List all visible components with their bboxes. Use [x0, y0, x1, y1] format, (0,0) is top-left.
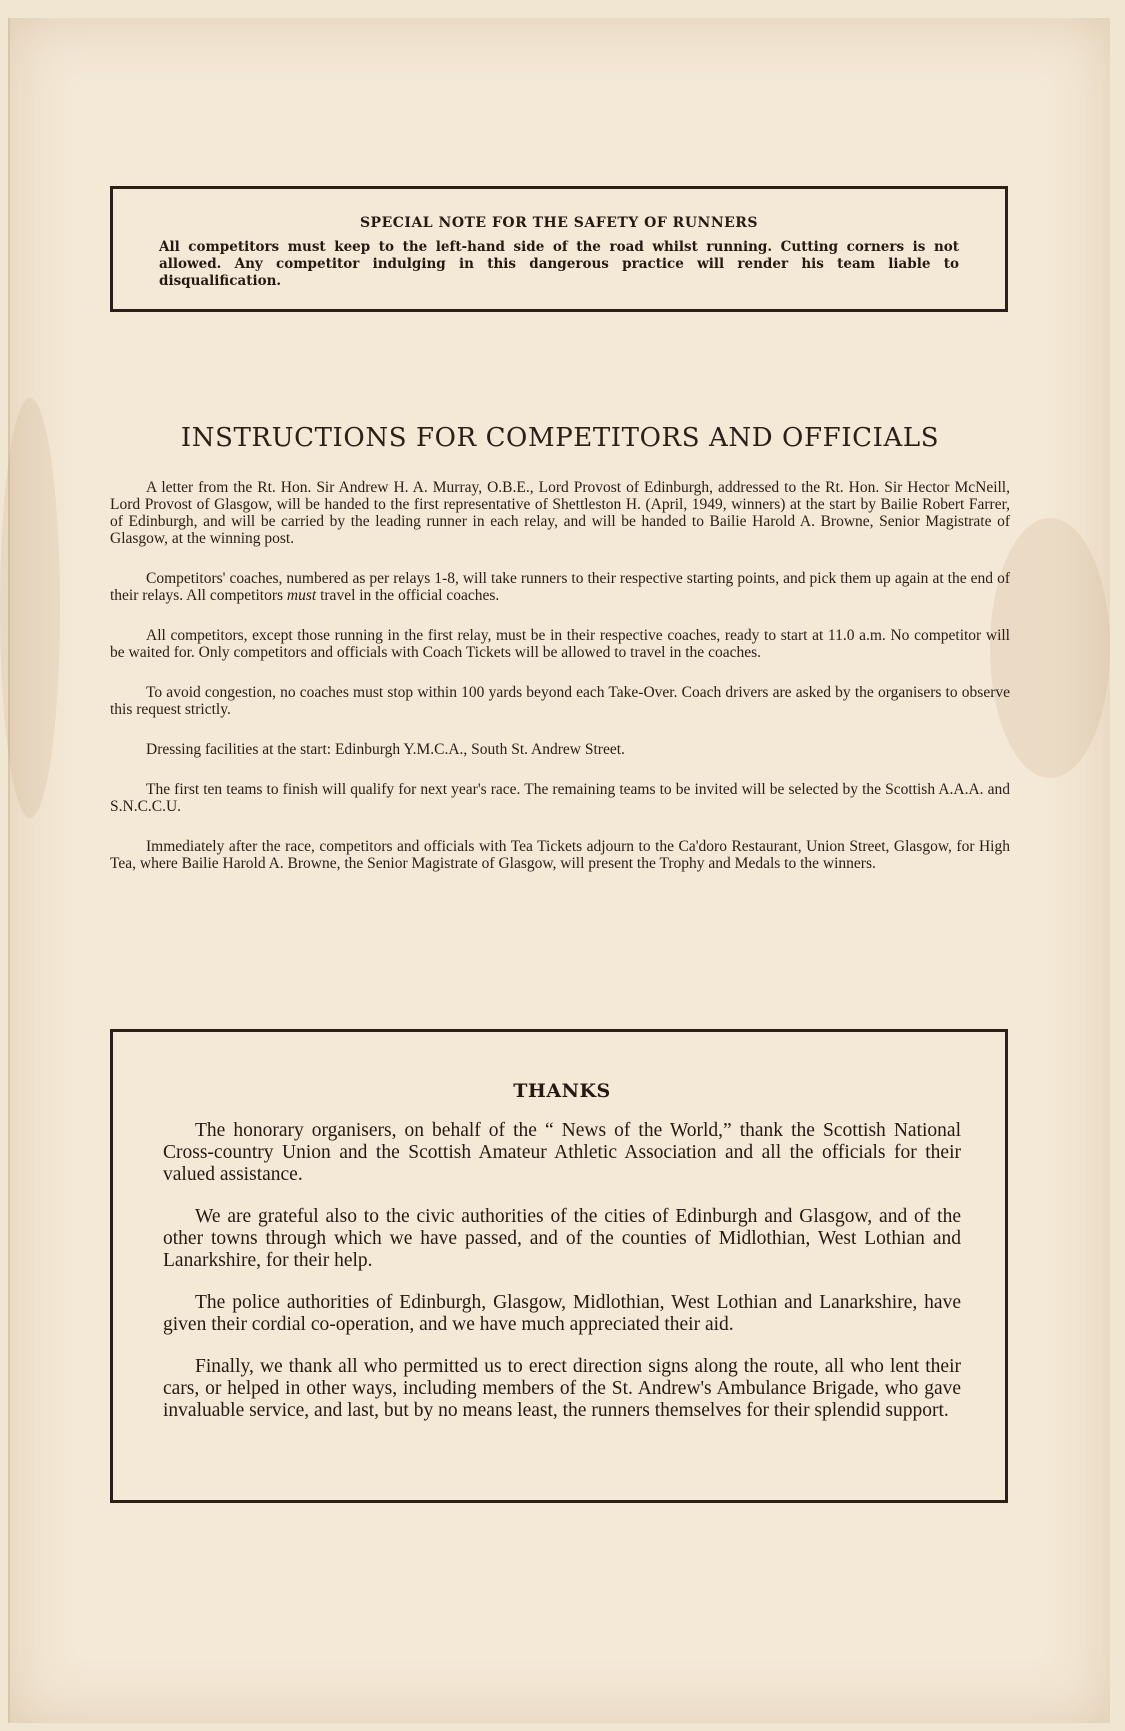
instructions-paragraph [110, 570, 1010, 604]
instructions-paragraph: All competitors, except those running in the first relay, must be in their respective coaches, ready to start at 11.0 a.m. No competitor will be waited for. Only competitors and officials with Coach Tickets will be allowed to travel in the coaches. [110, 627, 1010, 661]
instructions-paragraph: Dressing facilities at the start: Edinburgh Y.M.C.A., South St. Andrew Street. [146, 741, 625, 758]
thanks-paragraph: We are grateful also to the civic authorities of the cities of Edinburgh and Glasgow, and of the other towns through which we have passed, and of the counties of Midlothian, West Lothian and Lanarkshire, for their help. [163, 1206, 961, 1271]
instructions-title: INSTRUCTIONS FOR COMPETITORS AND OFFICIALS [180, 423, 940, 453]
thanks-paragraph: The honorary organisers, on behalf of the “ News of the World,” thank the Scottish National Cross-country Union and the Scottish Amateur Athletic Association and all the officials for their valued assistance. [163, 1120, 961, 1185]
document-page [8, 18, 1110, 1723]
instructions-text: travel in the official coaches. [320, 587, 500, 604]
emphasis-text: must [286, 587, 317, 604]
instructions-paragraph: The first ten teams to finish will qualify for next year's race. The remaining teams to be invited will be selected by the Scottish A.A.A. and S.N.C.C.U. [110, 781, 1010, 815]
instructions-paragraph: To avoid congestion, no coaches must stop within 100 yards beyond each Take-Over. Coach drivers are asked by the organisers to observe this request strictly. [110, 684, 1010, 718]
safety-note-box [110, 186, 1008, 312]
safety-note-title: SPECIAL NOTE FOR THE SAFETY OF RUNNERS [359, 215, 759, 231]
thanks-box [110, 1029, 1008, 1503]
thanks-paragraph: Finally, we thank all who permitted us to erect direction signs along the route, all who lent their cars, or helped in other ways, including members of the St. Andrew's Ambulance Brigade, who gave invaluable service, and last, but by no means least, the runners themselves for their splendid support. [163, 1356, 961, 1421]
thanks-title: THANKS [513, 1080, 611, 1102]
paper-stain [0, 398, 60, 818]
instructions-text: Competitors' coaches, numbered as per relays 1-8, will take runners to their respective starting points, and pick them up again at the end of their relays. All competitors [110, 570, 1010, 604]
instructions-paragraph: Immediately after the race, competitors and officials with Tea Tickets adjourn to the Ca'doro Restaurant, Union Street, Glasgow, for High Tea, where Bailie Harold A. Browne, the Senior Magistrate of Glasgow, will present the Trophy and Medals to the winners. [110, 838, 1010, 872]
instructions-section [110, 423, 1010, 895]
instructions-paragraph: A letter from the Rt. Hon. Sir Andrew H. A. Murray, O.B.E., Lord Provost of Edinburgh, addressed to the Rt. Hon. Sir Hector McNeill, Lord Provost of Glasgow, will be handed to the first representative of Shettleston H. (April, 1949, winners) at the start by Bailie Robert Farrer, of Edinburgh, and will be carried by the leading runner in each relay, and will be handed to Bailie Harold A. Browne, Senior Magistrate of Glasgow, at the winning post. [110, 479, 1010, 547]
thanks-paragraph: The police authorities of Edinburgh, Glasgow, Midlothian, West Lothian and Lanarkshire, have given their cordial co-operation, and we have much appreciated their aid. [163, 1292, 961, 1335]
safety-note-text: All competitors must keep to the left-hand side of the road whilst running. Cutting corners is not allowed. Any competitor indulging in this dangerous practice will render his team liable to disqualification. [159, 239, 959, 289]
